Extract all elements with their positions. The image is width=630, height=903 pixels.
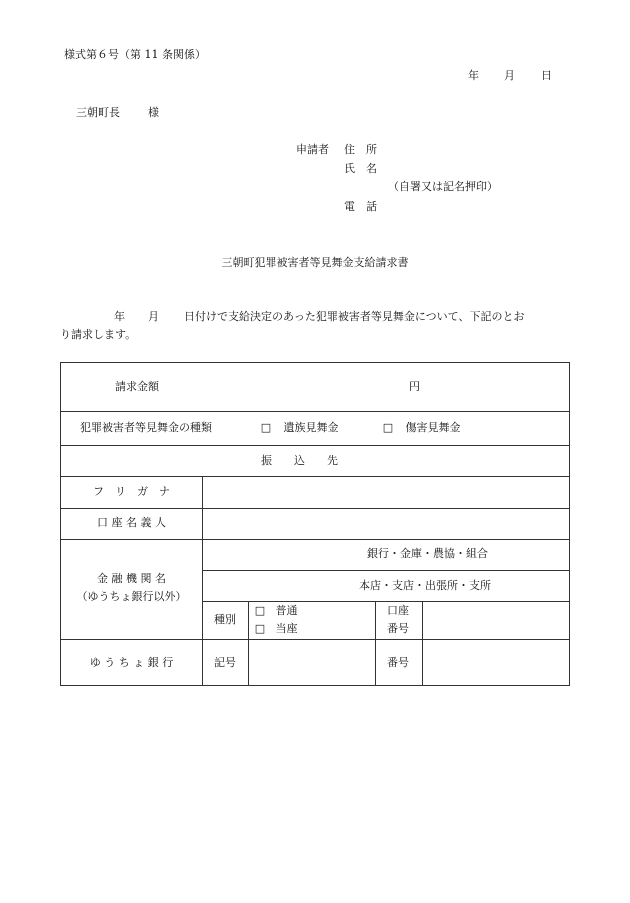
bank-types: 銀行・金庫・農協・組合 [367, 547, 488, 560]
checkbox-icon[interactable]: □ [254, 604, 266, 617]
body-line-2: り請求します。 [60, 328, 137, 341]
type-option-injury-label: 傷害見舞金 [405, 421, 461, 434]
account-number-label-1: 口座 [387, 604, 409, 617]
type-option-bereaved[interactable] [260, 421, 339, 435]
checkbox-icon[interactable]: □ [254, 622, 266, 635]
number-label: 番号 [387, 656, 409, 669]
date-day: 日 [541, 69, 552, 82]
institution-note: （ゆうちょ銀行以外） [76, 590, 187, 603]
document-title: 三朝町犯罪被害者等見舞金支給請求書 [221, 256, 409, 269]
rule [61, 411, 569, 412]
account-type-current-label: 当座 [275, 622, 298, 635]
account-type-current[interactable] [254, 622, 298, 636]
type-option-injury[interactable] [382, 421, 461, 435]
rule [202, 570, 569, 571]
symbol-label: 記号 [214, 656, 236, 669]
amount-unit: 円 [409, 380, 420, 393]
date-month: 月 [504, 69, 515, 82]
checkbox-icon[interactable]: □ [382, 421, 394, 434]
applicant-phone-label: 電 話 [344, 200, 377, 213]
amount-label: 請求金額 [115, 380, 159, 393]
addressee-name: 三朝町長 [76, 106, 120, 119]
applicant-label: 申請者 [296, 143, 329, 156]
body-line-1: 日付けで支給決定のあった犯罪被害者等見舞金について、下記のとお [184, 310, 525, 323]
branch-types: 本店・支店・出張所・支所 [359, 579, 491, 592]
account-number-label-2: 番号 [387, 622, 409, 635]
account-type-ordinary[interactable] [254, 604, 298, 618]
addressee-honorific: 様 [148, 106, 159, 119]
applicant-name-label: 氏 名 [344, 162, 377, 175]
body-year: 年 [114, 310, 125, 323]
form-number: 様式第６号（第 11 条関係） [64, 48, 206, 61]
transfer-header: 振 込 先 [261, 454, 338, 467]
symbol-field[interactable] [249, 640, 375, 685]
type-label: 犯罪被害者等見舞金の種類 [80, 421, 212, 434]
institution-label: 金 融 機 関 名 [97, 572, 166, 585]
applicant-address-label: 住 所 [344, 143, 377, 156]
rule [61, 539, 569, 540]
type-option-bereaved-label: 遺族見舞金 [283, 421, 339, 434]
date-year: 年 [468, 69, 479, 82]
account-holder-field[interactable] [203, 509, 569, 539]
checkbox-icon[interactable]: □ [260, 421, 272, 434]
seal-note: （自署又は記名押印） [388, 180, 498, 193]
furigana-label: フ リ ガ ナ [93, 485, 170, 498]
furigana-field[interactable] [203, 477, 569, 508]
account-number-field[interactable] [423, 602, 569, 639]
account-holder-label: 口 座 名 義 人 [97, 516, 166, 529]
account-type-ordinary-label: 普通 [275, 604, 298, 617]
body-month: 月 [148, 310, 159, 323]
rule [375, 601, 376, 685]
rule [61, 445, 569, 446]
account-type-label: 種別 [214, 613, 236, 626]
transfer-form-table [60, 362, 570, 686]
yucho-label: ゆ う ち ょ 銀 行 [89, 656, 174, 669]
number-field[interactable] [423, 640, 569, 685]
